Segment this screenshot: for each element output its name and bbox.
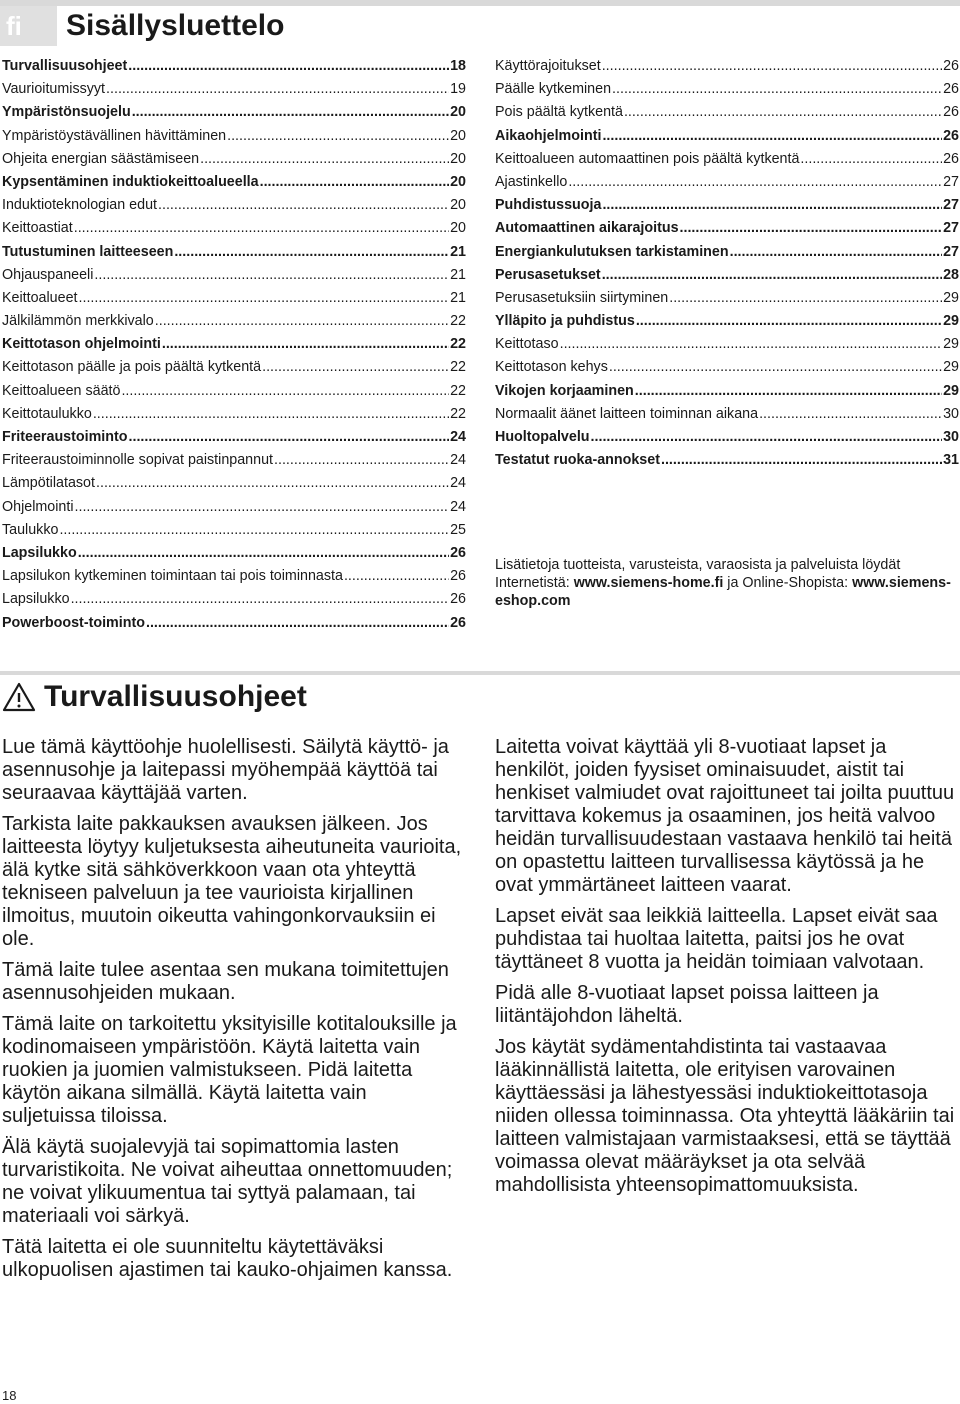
- toc-leader-dots: [602, 267, 942, 283]
- toc-leader-dots: [344, 568, 449, 584]
- language-badge: fi: [0, 6, 57, 46]
- toc-entry[interactable]: [2, 383, 466, 406]
- toc-entry-title: Normaalit äänet laitteen toiminnan aikana: [495, 405, 759, 422]
- toc-entry-title: Keittoastiat: [2, 220, 73, 237]
- toc-leader-dots: [106, 81, 449, 97]
- toc-entry-title: Ajastinkello: [495, 173, 568, 190]
- toc-leader-dots: [146, 615, 449, 631]
- toc-entry-page: 31: [943, 452, 959, 469]
- toc-leader-dots: [94, 267, 449, 283]
- toc-entry-title: Pois päältä kytkentä: [495, 104, 623, 121]
- toc-leader-dots: [93, 406, 449, 422]
- safety-left-column: [2, 736, 462, 1290]
- toc-leader-dots: [609, 359, 942, 375]
- safety-paragraph: Tätä laitetta ei ole suunniteltu käytettäväksi ulkopuolisen ajastimen tai kauko-ohjaimen kanssa.: [2, 1236, 453, 1281]
- safety-paragraph: Lue tämä käyttöohje huolellisesti. Säilytä käyttö- ja asennusohje ja laitepassi myöhempää käyttöä tai seuraavaa käyttäjää varten.: [2, 736, 449, 804]
- toc-entry[interactable]: [2, 499, 466, 522]
- toc-entry[interactable]: [2, 197, 466, 220]
- toc-leader-dots: [591, 429, 943, 445]
- toc-entry[interactable]: [2, 336, 466, 359]
- safety-paragraph: Tämä laite on tarkoitettu yksityisille kotitalouksille ja kodinomaiseen ympäristöön. Käytä laitetta vain ruokien ja juomien valmistukseen. Pidä laitetta käytön aikana silmällä. Käytä laitetta vain suljetuissa tiloissa.: [2, 1013, 457, 1127]
- info-text-2: ja Online-Shopista:: [723, 575, 853, 591]
- info-link-eshop[interactable]: www.siemens-eshop.com: [495, 575, 951, 609]
- toc-entry[interactable]: [2, 615, 466, 638]
- toc-entry-title: Päälle kytkeminen: [495, 81, 612, 98]
- toc-entry-title: Lämpötilatasot: [2, 475, 95, 492]
- toc-entry[interactable]: [495, 197, 959, 220]
- toc-entry-page: 21: [450, 243, 466, 260]
- toc-entry[interactable]: [495, 359, 959, 382]
- toc-entry-title: Taulukko: [2, 521, 59, 538]
- toc-entry[interactable]: [2, 151, 466, 174]
- toc-entry-page: 29: [943, 382, 959, 399]
- toc-entry-page: 30: [943, 429, 959, 445]
- safety-header: [2, 679, 307, 715]
- toc-entry-title: Puhdistussuoja: [495, 197, 602, 214]
- toc-entry-page: 20: [450, 173, 466, 190]
- toc-leader-dots: [602, 58, 942, 74]
- toc-entry-page: 26: [450, 544, 466, 561]
- toc-entry-title: Energiankulutuksen tarkistaminen: [495, 243, 729, 260]
- info-note: [495, 556, 960, 610]
- toc-leader-dots: [635, 383, 942, 399]
- toc-entry-page: 18: [450, 58, 466, 74]
- toc-entry[interactable]: [495, 383, 959, 406]
- toc-entry[interactable]: [495, 220, 959, 243]
- toc-entry-title: Vaurioitumissyyt: [2, 81, 106, 98]
- toc-entry-page: 22: [450, 382, 466, 399]
- toc-entry[interactable]: [2, 290, 466, 313]
- safety-paragraph: Laitetta voivat käyttää yli 8-vuotiaat lapset ja henkilöt, joiden fyysiset ominaisuudet, aistit tai henkiset valmiudet ovat rajoittuneet tai joilta puuttuu tarvittava kokemus ja osaaminen, jos heitä valvoo heidän turvallisuudestaan vastaava henkilö tai heitä on opastettu laitteen turvallisessa käytössä ja he ovat ymmärtäneet laitteen vaarat.: [495, 736, 955, 896]
- toc-entry-title: Ympäristöystävällinen hävittäminen: [2, 127, 227, 144]
- toc-leader-dots: [162, 336, 449, 352]
- toc-leader-dots: [260, 174, 449, 190]
- toc-leader-dots: [624, 104, 942, 120]
- toc-leader-dots: [174, 244, 449, 260]
- toc-entry[interactable]: [2, 313, 466, 336]
- toc-entry-title: Turvallisuusohjeet: [2, 58, 128, 74]
- toc-entry-title: Kypsentäminen induktiokeittoalueella: [2, 173, 259, 190]
- toc-entry[interactable]: [495, 104, 959, 127]
- toc-entry-page: 26: [943, 58, 959, 74]
- toc-entry-title: Perusasetukset: [495, 266, 601, 283]
- toc-leader-dots: [602, 197, 942, 213]
- toc-entry-page: 19: [450, 81, 466, 98]
- toc-leader-dots: [128, 58, 449, 74]
- toc-entry[interactable]: [495, 452, 959, 475]
- toc-entry-title: Ohjeita energian säästämiseen: [2, 150, 200, 167]
- toc-leader-dots: [78, 545, 449, 561]
- toc-entry-title: Keittoalueen säätö: [2, 382, 121, 399]
- toc-entry[interactable]: [495, 58, 959, 81]
- toc-entry-title: Jälkilämmön merkkivalo: [2, 313, 154, 330]
- warning-triangle-icon: [2, 682, 36, 712]
- toc-entry[interactable]: [2, 406, 466, 429]
- page-number: 18: [2, 1388, 17, 1403]
- toc-entry-page: 29: [943, 359, 959, 376]
- toc-entry-title: Ohjauspaneeli: [2, 266, 94, 283]
- toc-leader-dots: [560, 336, 943, 352]
- toc-entry-page: 24: [450, 498, 466, 515]
- toc-entry[interactable]: [495, 290, 959, 313]
- safety-paragraph: Tarkista laite pakkauksen avauksen jälkeen. Jos laitteesta löytyy kuljetuksesta aiheutuneita vaurioita, älä kytke sitä sähköverkkoon vaan ota yhteyttä tekniseen palveluun ja tee vaurioista kirjallinen ilmoitus, muutoin oikeutta vahingonkorvauksiin ei ole.: [2, 813, 462, 950]
- toc-leader-dots: [568, 174, 942, 190]
- toc-entry-page: 27: [943, 197, 959, 214]
- toc-left-column: [2, 58, 466, 638]
- toc-leader-dots: [227, 128, 449, 144]
- toc-entry-title: Automaattinen aikarajoitus: [495, 220, 679, 237]
- toc-leader-dots: [155, 313, 449, 329]
- toc-entry-page: 22: [450, 405, 466, 422]
- toc-entry[interactable]: [2, 359, 466, 382]
- toc-entry[interactable]: [495, 406, 959, 429]
- toc-entry-page: 26: [943, 81, 959, 98]
- toc-entry-page: 22: [450, 336, 466, 353]
- toc-entry[interactable]: [2, 244, 466, 267]
- toc-entry-page: 24: [450, 475, 466, 492]
- safety-paragraph: Jos käytät sydämentahdistinta tai vastaavaa lääkinnällistä laitetta, ole erityisen varovainen käyttäessäsi ja lähestyessäsi induktiokeittotasoja niiden ollessa toiminnassa. Ota yhteyttä lääkäriin tai laitteen valmistajaan varmistaaksesi, että se täyttää voimassa olevat määräykset ja ota selvää mahdollisista yhteensopimattomuuksista.: [495, 1036, 955, 1196]
- safety-paragraph: Lapset eivät saa leikkiä laitteella. Lapset eivät saa puhdistaa tai huoltaa laitetta, paitsi jos he ovat täyttäneet 8 vuotta ja heidän toimiaan valvotaan.: [495, 905, 938, 973]
- toc-entry[interactable]: [2, 104, 466, 127]
- toc-entry-title: Ohjelmointi: [2, 498, 74, 515]
- toc-leader-dots: [602, 128, 942, 144]
- toc-entry-title: Keittotason päälle ja pois päältä kytkentä: [2, 359, 262, 376]
- toc-entry[interactable]: [2, 220, 466, 243]
- toc-leader-dots: [800, 151, 942, 167]
- toc-leader-dots: [636, 313, 942, 329]
- toc-entry[interactable]: [2, 58, 466, 81]
- toc-entry[interactable]: [495, 174, 959, 197]
- toc-entry-page: 20: [450, 150, 466, 167]
- toc-entry-page: 25: [450, 521, 466, 538]
- toc-entry-page: 30: [943, 405, 959, 422]
- toc-entry[interactable]: [2, 267, 466, 290]
- toc-entry[interactable]: [2, 128, 466, 151]
- info-text-1: Lisätietoja tuotteista, varusteista, varaosista ja palveluista löydät Internetistä:: [495, 557, 901, 591]
- section-divider: [0, 671, 960, 675]
- toc-entry[interactable]: [495, 313, 959, 336]
- toc-entry-title: Huoltopalvelu: [495, 429, 590, 445]
- toc-entry[interactable]: [2, 591, 466, 614]
- toc-entry[interactable]: [2, 475, 466, 498]
- toc-leader-dots: [121, 383, 449, 399]
- toc-entry-title: Vikojen korjaaminen: [495, 382, 634, 399]
- toc-leader-dots: [158, 197, 449, 213]
- toc-entry-page: 24: [450, 452, 466, 469]
- page-title: Sisällysluettelo: [66, 9, 285, 42]
- toc-entry-title: Käyttörajoitukset: [495, 58, 601, 74]
- toc-entry-title: Aikaohjelmointi: [495, 127, 602, 144]
- toc-entry[interactable]: [2, 174, 466, 197]
- safety-paragraph: Älä käytä suojalevyjä tai sopimattomia lasten turvaristikoita. Ne voivat aiheuttaa onnettomuuden; ne voivat ylikuumentua tai syttyä palamaan, tai materiaali voi särkyä.: [2, 1136, 453, 1227]
- toc-entry[interactable]: [2, 568, 466, 591]
- toc-leader-dots: [71, 591, 450, 607]
- toc-entry[interactable]: [495, 151, 959, 174]
- toc-entry-page: 22: [450, 359, 466, 376]
- toc-leader-dots: [79, 290, 450, 306]
- toc-entry-title: Lapsilukko: [2, 544, 77, 561]
- toc-entry-title: Powerboost-toiminto: [2, 614, 145, 631]
- toc-entry-title: Keittotason ohjelmointi: [2, 336, 161, 353]
- toc-entry-page: 20: [450, 197, 466, 214]
- toc-entry[interactable]: [2, 545, 466, 568]
- toc-entry[interactable]: [495, 267, 959, 290]
- toc-entry-title: Ylläpito ja puhdistus: [495, 313, 635, 330]
- toc-entry-title: Keittotaulukko: [2, 405, 92, 422]
- toc-leader-dots: [129, 429, 450, 445]
- toc-entry-page: 22: [450, 313, 466, 330]
- toc-entry-title: Keittoalueet: [2, 289, 78, 306]
- toc-entry-page: 26: [943, 150, 959, 167]
- toc-entry[interactable]: [495, 429, 959, 452]
- toc-entry-title: Keittotaso: [495, 336, 559, 353]
- toc-entry-page: 26: [450, 614, 466, 631]
- toc-entry-page: 26: [450, 591, 466, 608]
- safety-paragraph: Tämä laite tulee asentaa sen mukana toimitettujen asennusohjeiden mukaan.: [2, 959, 449, 1004]
- toc-entry-title: Induktioteknologian edut: [2, 197, 158, 214]
- toc-entry-page: 29: [943, 289, 959, 306]
- toc-leader-dots: [669, 290, 942, 306]
- safety-paragraph: Pidä alle 8-vuotiaat lapset poissa laitteen ja liitäntäjohdon läheltä.: [495, 982, 879, 1027]
- toc-leader-dots: [612, 81, 942, 97]
- toc-entry-page: 27: [943, 173, 959, 190]
- toc-leader-dots: [96, 475, 449, 491]
- toc-leader-dots: [759, 406, 942, 422]
- toc-entry-page: 26: [450, 568, 466, 585]
- toc-entry-page: 29: [943, 336, 959, 353]
- toc-entry-title: Ympäristönsuojelu: [2, 104, 131, 121]
- toc-leader-dots: [680, 220, 943, 236]
- toc-entry-page: 20: [450, 127, 466, 144]
- toc-leader-dots: [661, 452, 942, 468]
- toc-leader-dots: [274, 452, 449, 468]
- toc-entry-title: Testatut ruoka-annokset: [495, 452, 660, 469]
- toc-entry[interactable]: [2, 522, 466, 545]
- toc-entry-page: 29: [943, 313, 959, 330]
- toc-entry-page: 26: [943, 104, 959, 121]
- safety-right-column: [495, 736, 955, 1205]
- toc-right-column: [495, 58, 959, 475]
- toc-entry-title: Friteeraustoiminnolle sopivat paistinpannut: [2, 452, 273, 469]
- toc-entry-page: 24: [450, 429, 466, 445]
- toc-entry-title: Keittoalueen automaattinen pois päältä kytkentä: [495, 150, 800, 167]
- toc-entry[interactable]: [495, 81, 959, 104]
- toc-entry[interactable]: [495, 244, 959, 267]
- toc-leader-dots: [59, 522, 449, 538]
- toc-entry[interactable]: [2, 81, 466, 104]
- toc-leader-dots: [730, 244, 943, 260]
- toc-entry[interactable]: [2, 452, 466, 475]
- toc-entry-page: 20: [450, 104, 466, 121]
- toc-entry-page: 27: [943, 243, 959, 260]
- toc-entry-title: Tutustuminen laitteeseen: [2, 243, 174, 260]
- toc-entry-title: Friteeraustoiminto: [2, 429, 128, 445]
- toc-leader-dots: [200, 151, 449, 167]
- toc-entry-title: Perusasetuksiin siirtyminen: [495, 289, 669, 306]
- toc-entry-page: 20: [450, 220, 466, 237]
- toc-entry-page: 21: [450, 266, 466, 283]
- toc-leader-dots: [132, 104, 449, 120]
- toc-leader-dots: [262, 359, 449, 375]
- toc-leader-dots: [74, 220, 449, 236]
- toc-entry-title: Keittotason kehys: [495, 359, 608, 376]
- toc-leader-dots: [75, 499, 450, 515]
- toc-entry[interactable]: [495, 336, 959, 359]
- toc-entry-page: 21: [450, 289, 466, 306]
- toc-entry-title: Lapsilukon kytkeminen toimintaan tai pois toiminnasta: [2, 568, 343, 585]
- toc-entry[interactable]: [495, 128, 959, 151]
- toc-entry[interactable]: [2, 429, 466, 452]
- toc-entry-page: 26: [943, 127, 959, 144]
- toc-entry-page: 27: [943, 220, 959, 237]
- info-link-home[interactable]: www.siemens-home.fi: [573, 575, 724, 591]
- toc-entry-page: 28: [943, 266, 959, 283]
- toc-entry-title: Lapsilukko: [2, 591, 70, 608]
- safety-title: Turvallisuusohjeet: [44, 680, 307, 713]
